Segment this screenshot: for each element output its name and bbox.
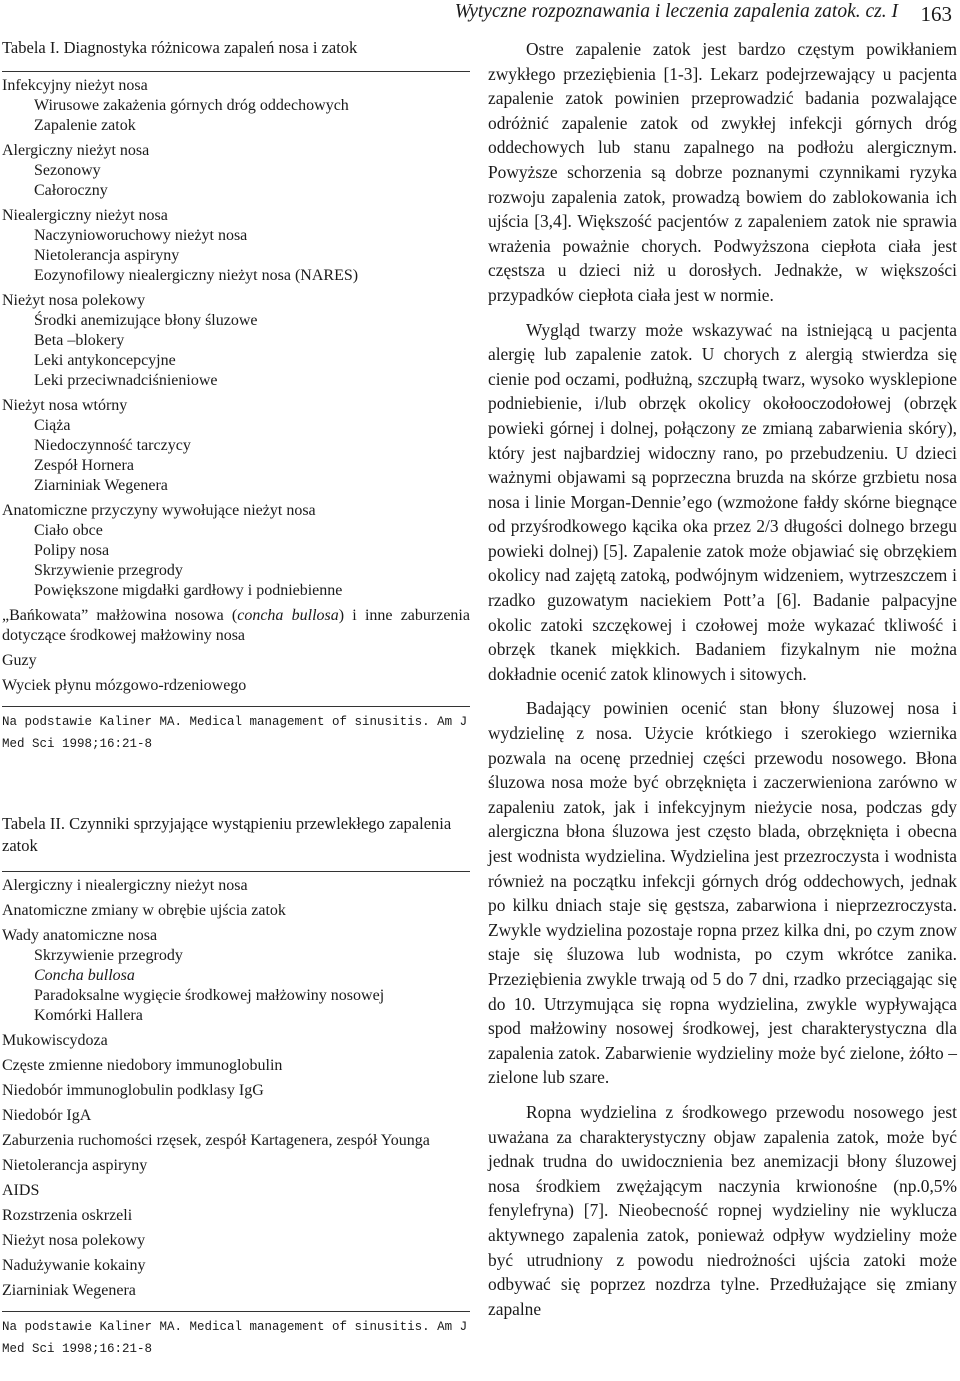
bullosa-latin: concha bullosa: [237, 607, 339, 624]
table-1-category: Nieżyt nosa polekowy: [2, 292, 146, 309]
table-1-category: Guzy: [2, 652, 37, 669]
table-2-item: Skrzywienie przegrody: [34, 947, 183, 964]
table-1-item: Leki przeciwnadciśnieniowe: [34, 372, 218, 389]
bullosa-post: ) i inne zaburzenia dotyczące środkowej małżowiny nosa: [2, 607, 470, 644]
right-column: [488, 37, 957, 1321]
table-2-row: Mukowiscydoza: [2, 1032, 108, 1049]
table-1-item: Niedoczynność tarczycy: [34, 437, 191, 454]
table-2-row: Nietolerancja aspiryny: [2, 1157, 148, 1174]
table-2-source: Na podstawie Kaliner MA. Medical management of sinusitis. Am J Med Sci 1998;16:21-8: [2, 1320, 468, 1356]
table-2-row: Zaburzenia ruchomości rzęsek, zespół Kartagenera, zespół Younga: [2, 1132, 430, 1149]
table-2-row: AIDS: [2, 1182, 40, 1199]
table-1-category: Anatomiczne przyczyny wywołujące nieżyt nosa: [2, 502, 316, 519]
table-2-row: Niedobór IgA: [2, 1107, 92, 1124]
body-paragraph-4: Ropna wydzielina z środkowego przewodu nosowego jest uważana za charakterystyczny objaw zapalenia zatok, może być jednak trudna do uwidocznienia bez anemizacji błony śluzowej nosa środkiem zwężającym naczynia krwionośne (np.0,5% fenylefryna) [7]. Nieobecność ropnej wydzieliny nie wyklucza aktywnego zapalenia zatok, ponieważ odpływ wydzieliny może być utrudniony z powodu niedrożności ujścia zatoki może odbywać się poprzez nozdrza tylne. Przedłużające się zmiany zapalne: [488, 1101, 957, 1319]
table-1-category: Wyciek płynu mózgowo-rdzeniowego: [2, 677, 247, 694]
table-1-item: Całoroczny: [34, 182, 108, 199]
table-1-source: Na podstawie Kaliner MA. Medical management of sinusitis. Am J Med Sci 1998;16:21-8: [2, 715, 468, 751]
table-2-item: Concha bullosa: [34, 967, 135, 984]
table-2-row: Anatomiczne zmiany w obrębie ujścia zatok: [2, 902, 286, 919]
body-paragraph-3: Badający powinien ocenić stan błony śluzowej nosa i wydzielinę z nosa. Użycie krótkiego i szerokiego wziernika pozwala na ocenę przedniej części przewodu nosowego. Błona śluzowa nosa może być obrzęknięta i zaczerwieniona zarówno w zapaleniu zatok, jak i infekcyjnym nieżycie nosa, podczas gdy alergiczna błona śluzowa jest często blada, obrzęknięta i obecna jest wodnista wydzielina. Wydzielina jest przezroczysta i wodnista również na początku infekcji górnych dróg oddechowych, jednak po kilku dniach staje się gęstsza, zabarwiona i nieprzezroczysta. Zwykle wydzielina pozostaje ropna przez kilka dni, po czym znow staje się śluzowa lub wodnista, po czym wkrótce zanika. Przeziębienia zwykle trwają od 5 do 7 dni, rzadko przeciągając się do 10. Utrzymująca się ropna wydzielina, zwykle wypływająca spod małżowiny nosowej środkowej, jest charakterystyczna dla zapalenia zatok. Zabarwienie wydzieliny może być zielone, żółto – zielone lub szare.: [488, 698, 957, 1088]
running-title: Wytyczne rozpoznawania i leczenia zapalenia zatok. cz. I: [454, 1, 898, 22]
table-1-category: Nieżyt nosa wtórny: [2, 397, 128, 414]
body-paragraph-2: Wygląd twarzy może wskazywać na istniejącą u pacjenta alergię lub zapalenie zatok. U chorych z alergią stwierdza się cienie pod oczami, podłużną, szczupłą twarz, wysoko wysklepione podniebienie, i/lub obrzęk okolicy okołooczodołowej (obrzęk powieki górnej i dolnej, połączony ze zmianą zabarwienia skóry), który jest najbardziej widoczny rano, po przebudzeniu. U dzieci ważnymi objawami są poprzeczna bruzda na skórze grzbietu nosa nosa i linie Morgan-Dennie’ego (wzmożone fałdy skórne biegnące od przyśrodkowego kącika oka przez 2/3 długości dolnego brzegu powieki dolnej) [5]. Zapalenie zatok może objawiać się obrzękiem okolicy nad zajętą zatoką, podwójnym widzeniem, wytrzeszczem i rzadko guzowatym naciekiem Pott’a [6]. Badanie palpacyjne okolic zatoki szczękowej i czołowej może wykazać tkliwość i obrzęk tkanek miękkich. Badaniem fizykalnym nie można dokładnie ocenić zatok klinowych i sitowych.: [488, 319, 957, 684]
table-1-item: Naczynioworuchowy nieżyt nosa: [34, 227, 248, 244]
table-1-item: Wirusowe zakażenia górnych dróg oddechowych: [34, 97, 349, 114]
table-1-category: Alergiczny nieżyt nosa: [2, 142, 150, 159]
table-1-item: Polipy nosa: [34, 542, 110, 559]
table-2: [2, 813, 470, 1360]
table-1-caption: Tabela I. Diagnostyka różnicowa zapaleń nosa i zatok: [2, 38, 358, 57]
table-1: [2, 37, 470, 755]
table-2-row: Niedobór immunoglobulin podklasy IgG: [2, 1082, 264, 1099]
table-2-row: Wady anatomiczne nosa: [2, 927, 158, 944]
table-2-bottom-rule: [2, 1311, 470, 1312]
table-1-top-rule: [2, 71, 470, 72]
page-number: 163: [920, 2, 952, 26]
table-2-caption: Tabela II. Czynniki sprzyjające wystąpieniu przewlekłego zapalenia zatok: [2, 814, 452, 855]
table-1-item: Zapalenie zatok: [34, 117, 136, 134]
table-1-item: Powiększone migdałki gardłowy i podniebienne: [34, 582, 343, 599]
table-1-item: Ciąża: [34, 417, 71, 434]
table-2-row: Alergiczny i niealergiczny nieżyt nosa: [2, 877, 248, 894]
table-2-row: Ziarniniak Wegenera: [2, 1282, 136, 1299]
bullosa-pre: „Bańkowata” małżowina nosowa (: [2, 607, 238, 624]
left-column: [2, 37, 470, 1360]
table-2-row: Nieżyt nosa polekowy: [2, 1232, 146, 1249]
body-paragraph-1: Ostre zapalenie zatok jest bardzo częstym powikłaniem zwykłego przeziębienia [1-3]. Lekarz podejrzewający u pacjenta zapalenie zatok powinien przeprowadzić badania pozwalające odróżnić zapalenie zatok od zwykłej infekcji górnych dróg oddechowych lub stanu zapalnego na podłożu alergicznym. Powyższe schorzenia są dobrze poznanymi czynnikami ryzyka rozwoju zapalenia zatok, prowadzą bowiem do zablokowania ich ujścia [3,4]. Większość pacjentów z zapaleniem zatok nie sprawia wrażenia poważnie chorych. Podwyższona ciepłota ciała jest częstsza u dzieci niż u dorosłych. Jednakże, w większości przypadków ciepłota ciała jest w normie.: [488, 39, 957, 305]
table-1-item: Skrzywienie przegrody: [34, 562, 183, 579]
table-1-item: Ciało obce: [34, 522, 103, 539]
table-1-category: Niealergiczny nieżyt nosa: [2, 207, 168, 224]
table-1-category-bullosa: [2, 606, 470, 646]
table-2-item: Paradoksalne wygięcie środkowej małżowiny nosowej: [34, 987, 385, 1004]
table-1-item: Eozynofilowy niealergiczny nieżyt nosa (NARES): [34, 267, 359, 284]
table-1-item: Beta –blokery: [34, 332, 125, 349]
table-2-item: Komórki Hallera: [34, 1007, 143, 1024]
table-1-item: Nietolerancja aspiryny: [34, 247, 180, 264]
page-header: [0, 0, 960, 28]
table-1-item: Leki antykoncepcyjne: [34, 352, 176, 369]
table-2-row: Częste zmienne niedobory immunoglobulin: [2, 1057, 283, 1074]
table-2-row: Rozstrzenia oskrzeli: [2, 1207, 133, 1224]
table-1-item: Środki anemizujące błony śluzowe: [34, 312, 258, 329]
table-1-item: Sezonowy: [34, 162, 101, 179]
table-1-bottom-rule: [2, 706, 470, 707]
table-2-top-rule: [2, 871, 470, 872]
table-1-category: Infekcyjny nieżyt nosa: [2, 77, 148, 94]
table-1-item: Zespół Hornera: [34, 457, 134, 474]
table-1-item: Ziarniniak Wegenera: [34, 477, 168, 494]
table-2-row: Nadużywanie kokainy: [2, 1257, 146, 1274]
